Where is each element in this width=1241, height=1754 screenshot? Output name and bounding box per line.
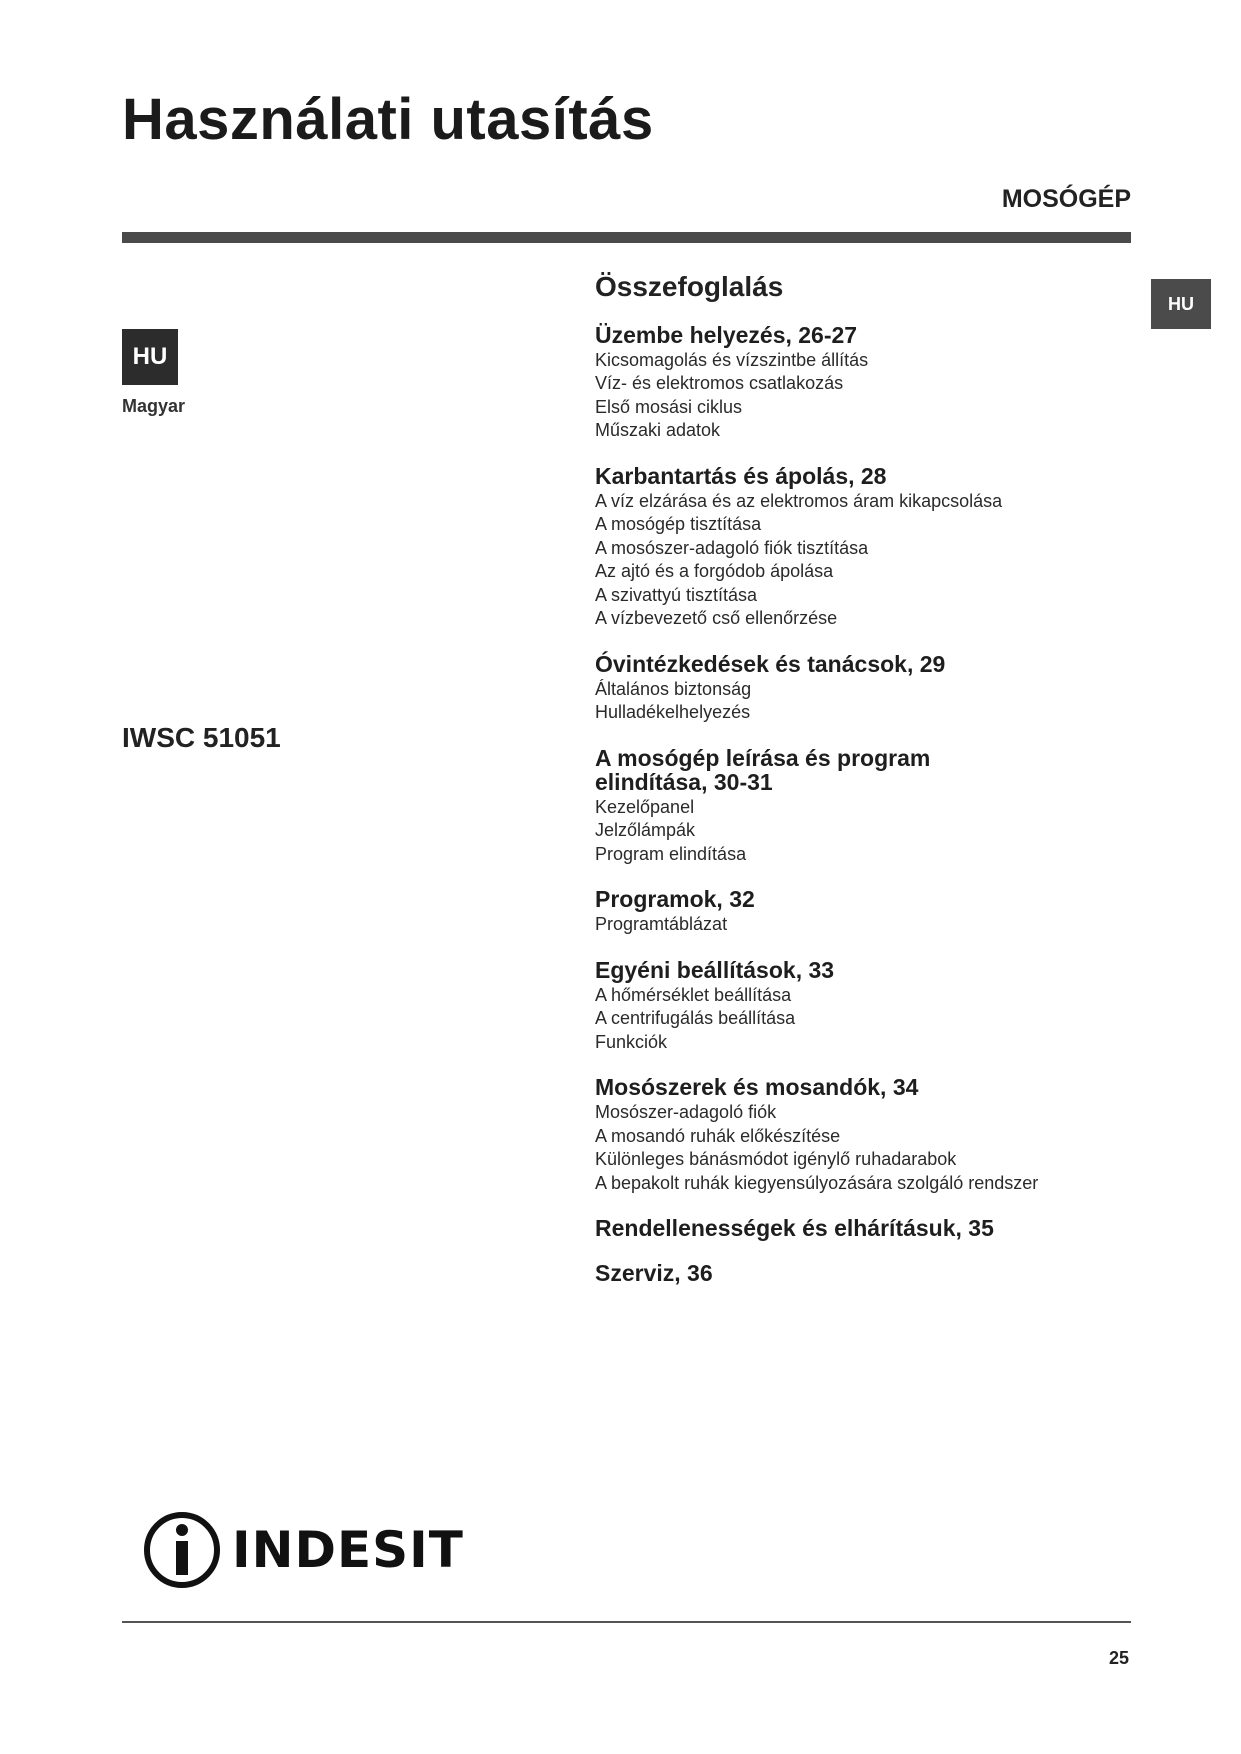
toc-section-service [595, 1261, 1215, 1285]
toc-section-maintenance [595, 464, 1215, 631]
toc-heading: Összefoglalás [595, 271, 784, 302]
toc-item: A mosószer-adagoló fiók tisztítása [595, 537, 869, 558]
model-number: IWSC 51051 [122, 722, 281, 753]
language-code-badge: HU [122, 329, 178, 385]
toc-item: A hőmérséklet beállítása [595, 984, 792, 1005]
toc-section-title: Mosószerek és mosandók, 34 [595, 1074, 919, 1101]
toc-item: Programtáblázat [595, 914, 728, 935]
toc-section-programs [595, 887, 1215, 937]
toc-item: A víz elzárása és az elektromos áram kikapcsolása [595, 490, 1003, 511]
toc-section-title: Karbantartás és ápolás, 28 [595, 462, 887, 489]
toc-section-title: Rendellenességek és elhárításuk, 35 [595, 1215, 994, 1242]
toc-item: A mosandó ruhák előkészítése [595, 1125, 841, 1146]
toc-item: A szivattyú tisztítása [595, 584, 758, 605]
page-title: Használati utasítás [122, 87, 654, 152]
toc-item: A centrifugálás beállítása [595, 1008, 796, 1029]
toc-section-title: Óvintézkedések és tanácsok, 29 [595, 650, 946, 677]
toc-section-title: Szerviz, 36 [595, 1260, 713, 1287]
table-of-contents [595, 272, 1215, 1306]
toc-item: Általános biztonság [595, 678, 752, 699]
indesit-logo-icon [142, 1510, 222, 1590]
toc-section-title: Programok, 32 [595, 886, 755, 913]
toc-section-description [595, 746, 1215, 867]
toc-item: A vízbevezető cső ellenőrzése [595, 608, 838, 629]
toc-item: Kicsomagolás és vízszintbe állítás [595, 349, 869, 370]
toc-item: Műszaki adatok [595, 420, 721, 441]
toc-item: Különleges bánásmódot igénylő ruhadarabok [595, 1149, 957, 1170]
toc-item: Az ajtó és a forgódob ápolása [595, 561, 834, 582]
toc-section-installation [595, 323, 1215, 443]
brand-name: INDESIT [232, 1521, 464, 1579]
toc-section-troubleshooting [595, 1216, 1215, 1240]
brand-logo [142, 1510, 464, 1590]
language-name: Magyar [122, 396, 186, 416]
page-number: 25 [1108, 1648, 1129, 1668]
toc-section-title-line: elindítása, 30-31 [595, 768, 773, 795]
toc-item: Jelzőlámpák [595, 820, 696, 841]
toc-item: A bepakolt ruhák kiegyensúlyozására szolgáló rendszer [595, 1172, 1039, 1193]
toc-section-custom-settings [595, 958, 1215, 1055]
toc-item: Első mosási ciklus [595, 396, 743, 417]
footer-divider [122, 1621, 1131, 1623]
toc-item: Program elindítása [595, 843, 747, 864]
toc-item: Víz- és elektromos csatlakozás [595, 373, 844, 394]
toc-section-title [595, 746, 1215, 794]
toc-section-title: Egyéni beállítások, 33 [595, 956, 835, 983]
document-subtitle: MOSÓGÉP [1001, 185, 1131, 213]
toc-section-title-line: A mosógép leírása és program [595, 744, 931, 771]
toc-item: Mosószer-adagoló fiók [595, 1102, 777, 1123]
header-divider [122, 232, 1131, 243]
toc-item: Funkciók [595, 1031, 668, 1052]
toc-section-detergents [595, 1075, 1215, 1195]
toc-section-precautions [595, 652, 1215, 725]
toc-item: Kezelőpanel [595, 796, 695, 817]
toc-item: A mosógép tisztítása [595, 514, 762, 535]
language-side-tab: HU [1151, 279, 1211, 329]
toc-item: Hulladékelhelyezés [595, 702, 751, 723]
toc-section-title: Üzembe helyezés, 26-27 [595, 321, 858, 348]
